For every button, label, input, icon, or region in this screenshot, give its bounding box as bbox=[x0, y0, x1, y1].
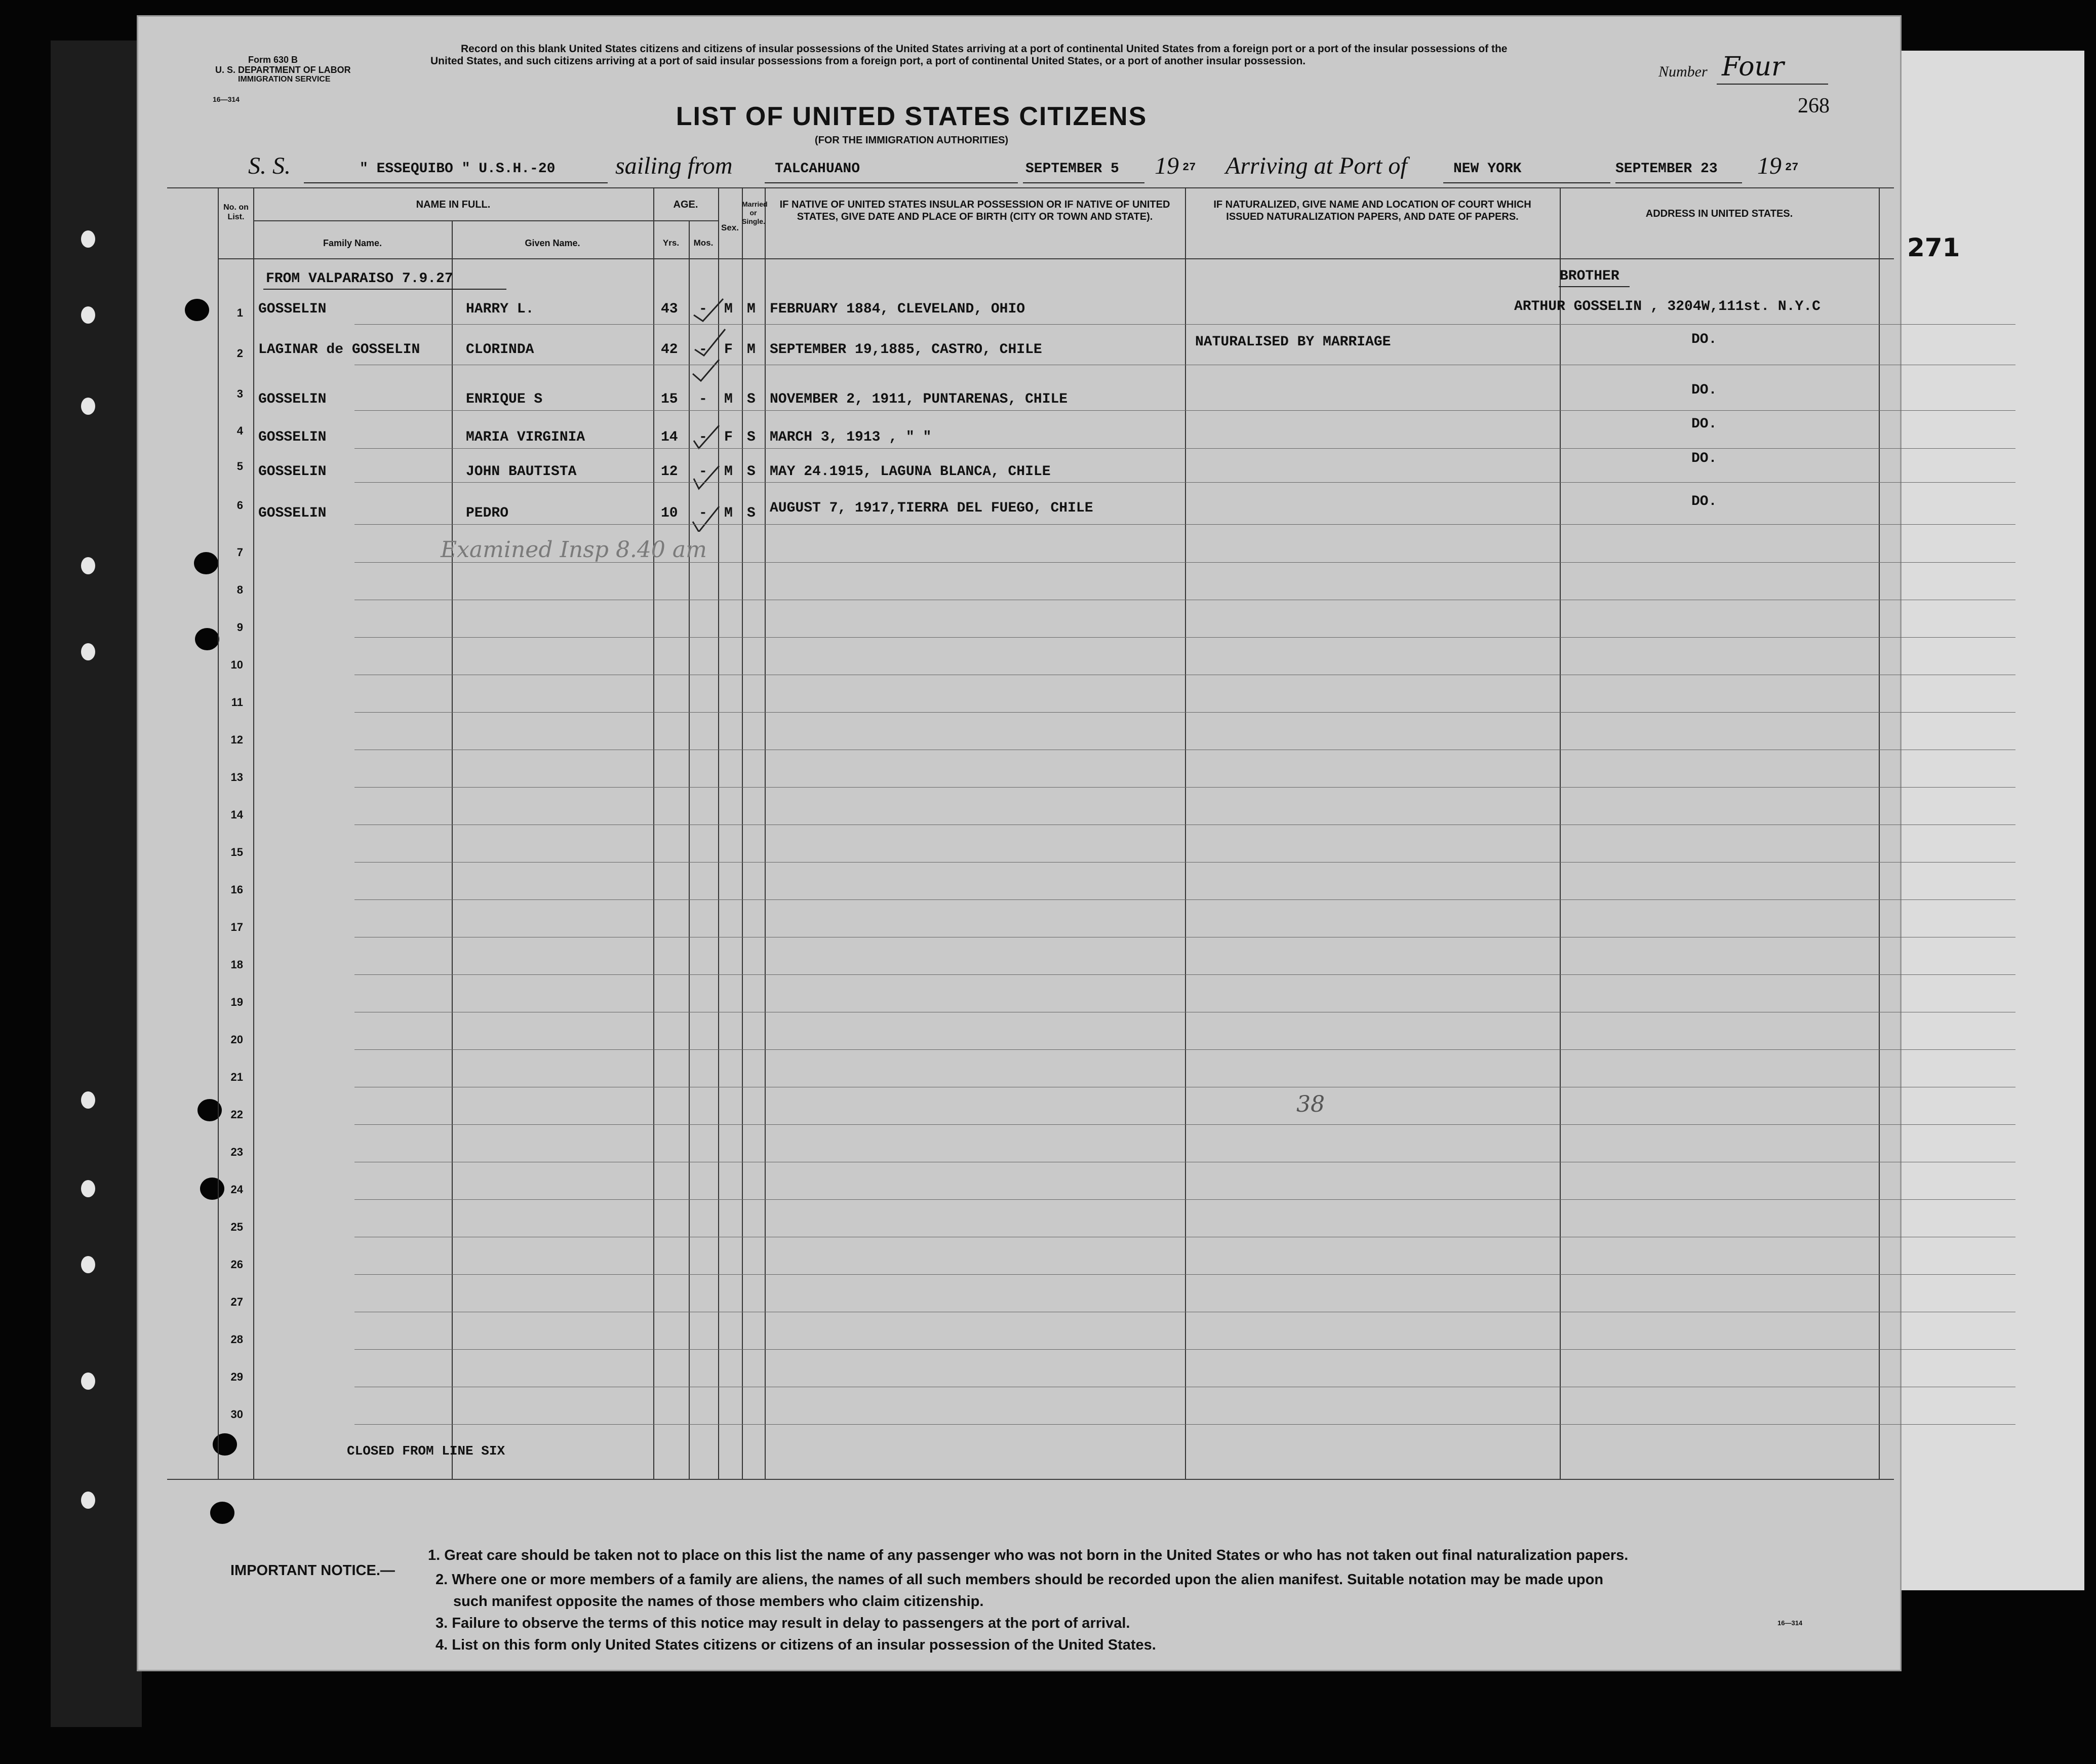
sex: M bbox=[724, 391, 733, 407]
col-divider bbox=[253, 187, 254, 1479]
row-number: 20 bbox=[230, 1033, 243, 1046]
row-rule bbox=[354, 862, 2015, 863]
notice-item-2b: such manifest opposite the names of those members who claim citizenship. bbox=[453, 1593, 984, 1610]
binder-hole bbox=[81, 306, 95, 324]
us-address: DO. bbox=[1691, 382, 1717, 398]
row-number: 28 bbox=[230, 1333, 243, 1346]
marital-status: S bbox=[747, 464, 756, 480]
arrival-year: 27 bbox=[1785, 161, 1799, 174]
closing-note: CLOSED FROM LINE SIX bbox=[347, 1443, 505, 1459]
depart-date-underline bbox=[1023, 182, 1144, 183]
header-age: AGE. bbox=[673, 199, 698, 210]
marital-status: M bbox=[747, 301, 756, 317]
from-port-underline bbox=[765, 182, 1018, 183]
underlying-page-number: 271 bbox=[1907, 233, 1960, 262]
row-rule bbox=[354, 1124, 2015, 1125]
row-rule bbox=[354, 482, 2015, 483]
row-number: 18 bbox=[230, 958, 243, 971]
row-number: 29 bbox=[230, 1370, 243, 1383]
given-name: CLORINDA bbox=[466, 342, 534, 358]
row-number: 4 bbox=[236, 424, 243, 437]
row-number: 25 bbox=[230, 1221, 243, 1233]
col-divider bbox=[218, 187, 219, 1479]
department-name: U. S. DEPARTMENT OF LABOR bbox=[215, 65, 351, 75]
row-rule bbox=[354, 410, 2015, 411]
age-months: - bbox=[699, 429, 707, 445]
service-name: IMMIGRATION SERVICE bbox=[238, 75, 331, 84]
header-yrs: Yrs. bbox=[662, 238, 680, 248]
row-number: 23 bbox=[230, 1146, 243, 1158]
age-months: - bbox=[699, 464, 707, 480]
arrival-port-underline bbox=[1443, 182, 1610, 183]
depart-year-prefix: 19 bbox=[1155, 152, 1179, 179]
row-number: 7 bbox=[236, 546, 243, 559]
notice-item-3: 3. Failure to observe the terms of this notice may result in delay to passengers at the port of arrival. bbox=[436, 1615, 1130, 1631]
row-rule bbox=[354, 448, 2015, 449]
sex: F bbox=[724, 342, 733, 358]
binder-hole bbox=[81, 1091, 95, 1109]
family-name: GOSSELIN bbox=[258, 301, 327, 317]
punch-hole bbox=[185, 299, 209, 321]
sex: M bbox=[724, 505, 733, 521]
row-rule bbox=[354, 1349, 2015, 1350]
birth-info: AUGUST 7, 1917,TIERRA DEL FUEGO, CHILE bbox=[770, 500, 1093, 516]
binder-spine bbox=[51, 41, 142, 1727]
header-sex: Sex. bbox=[721, 223, 739, 232]
sex: M bbox=[724, 464, 733, 480]
punch-hole bbox=[213, 1433, 237, 1456]
binder-hole bbox=[81, 643, 95, 660]
birth-info: FEBRUARY 1884, CLEVELAND, OHIO bbox=[770, 301, 1025, 317]
binder-hole bbox=[81, 1180, 95, 1197]
us-address: DO. bbox=[1691, 451, 1717, 466]
age-months: - bbox=[699, 301, 707, 317]
binder-hole bbox=[81, 1256, 95, 1273]
row-number: 30 bbox=[230, 1408, 243, 1421]
given-name: PEDRO bbox=[466, 505, 509, 521]
col-divider bbox=[1560, 187, 1561, 1479]
ship-underline bbox=[304, 182, 608, 183]
birth-info: MAY 24.1915, LAGUNA BLANCA, CHILE bbox=[770, 464, 1051, 480]
row-rule bbox=[354, 899, 2015, 900]
arrival-date-underline bbox=[1615, 182, 1742, 183]
relation-note-underline bbox=[1559, 286, 1630, 287]
from-port: TALCAHUANO bbox=[775, 161, 860, 177]
row-rule bbox=[354, 637, 2015, 638]
row-number: 2 bbox=[236, 347, 243, 360]
sex: F bbox=[724, 429, 733, 445]
birth-info: NOVEMBER 2, 1911, PUNTARENAS, CHILE bbox=[770, 391, 1068, 407]
col-divider bbox=[765, 187, 766, 1479]
row-number: 13 bbox=[230, 771, 243, 783]
marital-status: M bbox=[747, 342, 756, 358]
notice-item-1: 1. Great care should be taken not to place on this list the name of any passenger who was not born in the United States or who has not taken out final naturalization papers. bbox=[428, 1547, 1629, 1563]
header-address: ADDRESS IN UNITED STATES. bbox=[1645, 208, 1793, 219]
header-given: Given Name. bbox=[525, 238, 580, 248]
row-rule bbox=[354, 1199, 2015, 1200]
us-address: DO. bbox=[1691, 416, 1717, 432]
depart-year: 27 bbox=[1182, 161, 1196, 174]
ship-name: " ESSEQUIBO " U.S.H.-20 bbox=[360, 161, 556, 177]
header-naturalized: IF NATURALIZED, GIVE NAME AND LOCATION OF COURT WHICH ISSUED NATURALIZATION PAPERS, AND DATE OF PAPERS. bbox=[1213, 199, 1531, 222]
row-number: 10 bbox=[230, 658, 243, 671]
binder-hole bbox=[81, 1373, 95, 1390]
row-rule bbox=[354, 324, 2015, 325]
row-rule bbox=[354, 524, 2015, 525]
table-header-rule bbox=[218, 258, 1894, 259]
arriving-label: Arriving at Port of bbox=[1225, 152, 1407, 179]
handwritten-mark: 38 bbox=[1296, 1091, 1325, 1117]
marital-status: S bbox=[747, 429, 756, 445]
header-no: No. on List. bbox=[223, 203, 249, 222]
table-bottom-rule bbox=[167, 1479, 1894, 1480]
handwritten-examined-note: Examined Insp 8.40 am bbox=[441, 537, 707, 563]
row-rule bbox=[354, 787, 2015, 788]
binder-hole bbox=[81, 557, 95, 574]
age-months: - bbox=[699, 505, 707, 521]
row-number: 12 bbox=[230, 733, 243, 746]
arrival-year-prefix: 19 bbox=[1757, 152, 1782, 179]
sex: M bbox=[724, 301, 733, 317]
binder-hole bbox=[81, 230, 95, 248]
marital-status: S bbox=[747, 505, 756, 521]
row-rule bbox=[354, 1274, 2015, 1275]
section-note: FROM VALPARAISO 7.9.27 bbox=[266, 271, 453, 287]
us-address: DO. bbox=[1691, 494, 1717, 509]
family-name: GOSSELIN bbox=[258, 391, 327, 407]
sailing-label: sailing from bbox=[615, 152, 733, 179]
binder-hole bbox=[81, 1492, 95, 1509]
subheader-rule bbox=[253, 220, 718, 221]
row-number: 21 bbox=[230, 1071, 243, 1083]
family-name: LAGINAR de GOSSELIN bbox=[258, 342, 420, 358]
naturalization-info: NATURALISED BY MARRIAGE bbox=[1195, 334, 1391, 350]
row-rule bbox=[354, 562, 2015, 563]
number-value: Four bbox=[1722, 52, 1784, 82]
table-top-rule bbox=[167, 187, 1894, 188]
family-name: GOSSELIN bbox=[258, 464, 327, 480]
notice-item-2a: 2. Where one or more members of a family are aliens, the names of all such members should be recorded upon the alien manifest. Suitable notation may be made upon bbox=[436, 1572, 1604, 1588]
age-years: 15 bbox=[661, 391, 678, 407]
row-rule bbox=[354, 1049, 2015, 1050]
age-years: 10 bbox=[661, 505, 678, 521]
birth-info: MARCH 3, 1913 , " " bbox=[770, 429, 932, 445]
header-marital: Married or Single. bbox=[742, 200, 768, 225]
notice-label: IMPORTANT NOTICE.— bbox=[230, 1562, 395, 1579]
age-years: 12 bbox=[661, 464, 678, 480]
marital-status: S bbox=[747, 391, 756, 407]
col-divider bbox=[1879, 187, 1880, 1479]
print-code: 16—314 bbox=[213, 95, 240, 103]
ss-label: S. S. bbox=[248, 152, 291, 179]
family-name: GOSSELIN bbox=[258, 505, 327, 521]
row-number: 17 bbox=[230, 921, 243, 933]
row-rule bbox=[354, 1424, 2015, 1425]
page-number: 268 bbox=[1798, 94, 1830, 117]
arrival-port: NEW YORK bbox=[1453, 161, 1522, 177]
given-name: HARRY L. bbox=[466, 301, 534, 317]
row-number: 26 bbox=[230, 1258, 243, 1271]
row-number: 3 bbox=[236, 387, 243, 400]
row-number: 11 bbox=[231, 696, 243, 709]
notice-side-code: 16—314 bbox=[1777, 1619, 1803, 1627]
age-months: - bbox=[699, 342, 707, 358]
binder-hole bbox=[81, 398, 95, 415]
form-number: Form 630 B bbox=[248, 55, 298, 65]
birth-info: SEPTEMBER 19,1885, CASTRO, CHILE bbox=[770, 342, 1042, 358]
section-note-underline bbox=[263, 289, 506, 290]
row-number: 15 bbox=[230, 846, 243, 858]
row-number: 16 bbox=[230, 883, 243, 896]
header-mos: Mos. bbox=[693, 238, 714, 248]
punch-hole bbox=[210, 1502, 234, 1524]
age-months: - bbox=[699, 391, 707, 407]
depart-date: SEPTEMBER 5 bbox=[1025, 161, 1119, 177]
arrival-date: SEPTEMBER 23 bbox=[1615, 161, 1718, 177]
row-number: 8 bbox=[236, 583, 243, 596]
row-number: 27 bbox=[230, 1296, 243, 1308]
header-birth: IF NATIVE OF UNITED STATES INSULAR POSSESSION OR IF NATIVE OF UNITED STATES, GIVE DATE AND PLACE OF BIRTH (CITY OR TOWN AND STATE). bbox=[779, 199, 1170, 222]
row-rule bbox=[354, 712, 2015, 713]
age-years: 14 bbox=[661, 429, 678, 445]
row-number: 6 bbox=[236, 499, 243, 512]
number-label: Number bbox=[1658, 63, 1708, 80]
row-number: 1 bbox=[236, 306, 243, 319]
col-divider bbox=[1185, 187, 1186, 1479]
notice-item-4: 4. List on this form only United States citizens or citizens of an insular possession of the United States. bbox=[436, 1637, 1156, 1653]
manifest-page bbox=[137, 15, 1902, 1671]
number-underline bbox=[1717, 84, 1828, 85]
col-divider bbox=[452, 220, 453, 1479]
given-name: MARIA VIRGINIA bbox=[466, 429, 585, 445]
header-family: Family Name. bbox=[323, 238, 382, 248]
row-number: 14 bbox=[230, 808, 243, 821]
given-name: JOHN BAUTISTA bbox=[466, 464, 577, 480]
age-years: 42 bbox=[661, 342, 678, 358]
form-subtitle: (FOR THE IMMIGRATION AUTHORITIES) bbox=[814, 135, 1009, 146]
age-years: 43 bbox=[661, 301, 678, 317]
row-number: 19 bbox=[230, 996, 243, 1008]
row-number: 22 bbox=[230, 1108, 243, 1121]
family-name: GOSSELIN bbox=[258, 429, 327, 445]
given-name: ENRIQUE S bbox=[466, 391, 543, 407]
record-instructions: Record on this blank United States citizens and citizens of insular possessions of the United States arriving at a port of continental United States from a foreign port or a port of the insular possessions of the United States, and such citizens arriving at a port of said insular possessions from a foreign port, a port of continental United States, or a port of another insular possession. bbox=[430, 43, 1508, 67]
row-number: 9 bbox=[236, 621, 243, 634]
row-number: 24 bbox=[230, 1183, 243, 1196]
row-number: 5 bbox=[236, 460, 243, 473]
us-address: DO. bbox=[1691, 332, 1717, 347]
header-name: NAME IN FULL. bbox=[416, 199, 491, 210]
form-title: LIST OF UNITED STATES CITIZENS bbox=[676, 102, 1148, 131]
col-divider bbox=[653, 187, 654, 1479]
relation-note: BROTHER bbox=[1560, 268, 1619, 284]
row-rule bbox=[354, 974, 2015, 975]
us-address: ARTHUR GOSSELIN , 3204W,111st. N.Y.C bbox=[1514, 299, 1821, 315]
